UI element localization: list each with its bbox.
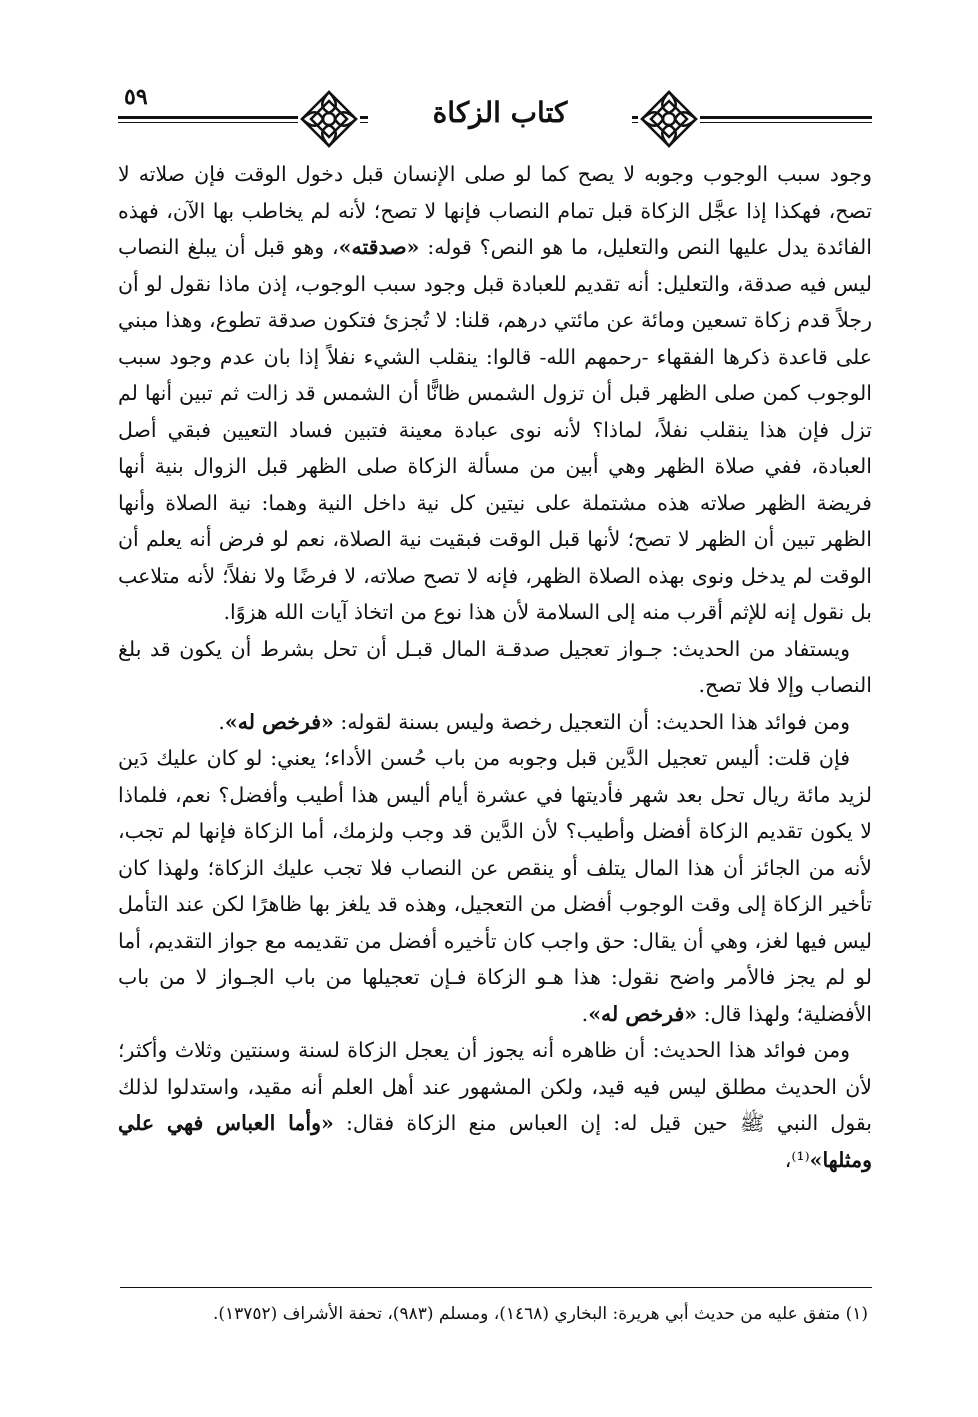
quoted-hadith-text: «وأما العباس فهي علي ومثلها» [118, 1111, 872, 1172]
paragraph-text: . [218, 709, 225, 734]
paragraph [118, 740, 872, 1032]
paragraph [118, 631, 872, 704]
paragraph-text: ⁽¹⁾ [791, 1147, 810, 1172]
paragraph-text: ، [784, 1147, 792, 1172]
paragraph-text: ويستفاد من الحديث: جـواز تعجيل صدقـة المال قبـل أن تحل بشرط أن يكون قد بلغ النصاب وإلا فلا تصح. [118, 636, 872, 697]
paragraph-text: فإن قلت: أليس تعجيل الدَّين قبل وجوبه من باب حُسن الأداء؛ يعني: لو كان عليك دَين لزيد مائة ريال تحل بعد شهر فأديتها في عشرة أيام أليس هذا أطيب وأفضل؟ نعم، فلماذا لا يكون تقديم الزكاة أفضل وأطيب؟ لأن الدَّين قد وجب ولزمك، أما الزكاة فإنها لم تجب، لأنه من الجائز أن هذا المال يتلف أو ينقص عن النصاب فلا تجب عليك الزكاة؛ ولهذا كان تأخير الزكاة إلى وقت الوجوب أفضل من التعجيل، وهذه قد يلغز بها ظاهرًا لكن عند التأمل ليس فيها لغز، وهي أن يقال: حق واجب كان تأخيره أفضل من تقديمه مع جواز التقديم، أما لو لم يجز فالأمر واضح نقول: هذا هـو الزكاة فـإن تعجيلها من باب الجـواز لا من باب الأفضلية؛ ولهذا قال: [118, 746, 872, 1026]
page-number: ٥٩ [124, 84, 148, 110]
footnote-rule [120, 1287, 872, 1288]
paragraph-text: ، وهو قبل أن يبلغ النصاب ليس فيه صدقة، والتعليل: أنه تقديم للعبادة قبل وجود سبب الوجوب، إذن ماذا نقول لو أن رجلاً قدم زكاة تسعين ومائة عن مائتي درهم، قلنا: لا تُجزئ فتكون صدقة تطوع، وهذا مبني على قاعدة ذكرها الفقهاء -رحمهم الله- قالوا: ينقلب الشيء نفلاً إذا بان عدم وجود سبب الوجوب كمن صلى الظهر قبل أن تزول الشمس ظانًّا أن الشمس قد زالت ثم تبين أنها لم تزل فإن هذا ينقلب نفلاً، لماذا؟ لأنه نوى عبادة معينة فتبين فساد التعيين فبقي أصل العبادة، ففي صلاة الظهر وهي أبين من مسألة الزكاة صلى الظهر قبل الزوال بنية أنها فريضة الظهر صلاته هذه مشتملة على نيتين كل نية داخل النية وهما: نية الصلاة وأنها الظهر تبين أن الظهر لا تصح؛ لأنها قبل الوقت فبقيت نية الصلاة، نعم لو فرض أنه يعلم أن الوقت لم يدخل ونوى بهذه الصلاة الظهر، فإنه لا تصح صلاته، لا فرضًا ولا نفلاً؛ لأنه متلاعب بل نقول إنه للإثم أقرب منه إلى السلامة لأن هذا نوع من اتخاذ آيات الله هزوًا. [118, 235, 872, 624]
paragraph-text: ومن فوائد هذا الحديث: أن التعجيل رخصة وليس بسنة لقوله: [333, 709, 850, 734]
paragraph-text: ومن فوائد هذا الحديث: أن ظاهره أنه يجوز أن يعجل الزكاة لسنة وسنتين وثلاث وأكثر؛ لأن الحديث مطلق ليس فيه قيد، ولكن المشهور عند أهل العلم أنه مقيد، واستدلوا لذلك بقول النبي ﷺ حين قيل له: إن العباس منع الزكاة فقال: [118, 1038, 872, 1135]
quoted-hadith-text: «فرخص له» [224, 709, 334, 734]
quoted-hadith-text: «صدقته» [338, 235, 420, 259]
paragraph [118, 156, 872, 631]
quoted-hadith-text: «فرخص له» [588, 1001, 698, 1026]
body-text [118, 156, 872, 1178]
paragraph-text: . [581, 1001, 589, 1026]
left-ornament-icon [298, 88, 360, 150]
right-ornament-icon [638, 88, 700, 150]
footnote: (١) متفق عليه من حديث أبي هريرة: البخاري (١٤٦٨)، ومسلم (٩٨٣)، تحفة الأشراف (١٣٧٥٢). [212, 1304, 868, 1324]
paragraph [118, 1032, 872, 1178]
running-title: كتاب الزكاة [368, 96, 632, 129]
paragraph [118, 704, 872, 741]
page-header [118, 82, 872, 152]
paragraph-text: وجود سبب الوجوب وجوبه لا يصح كما لو صلى الإنسان قبل دخول الوقت فإن صلاته لا تصح، فهكذا إذا عجَّل الزكاة قبل تمام النصاب فإنها لا تصح؛ لأنه لم يخاطب بها الآن، فهذه الفائدة يدل عليها النص والتعليل، ما هو النص؟ قوله: [118, 162, 872, 259]
